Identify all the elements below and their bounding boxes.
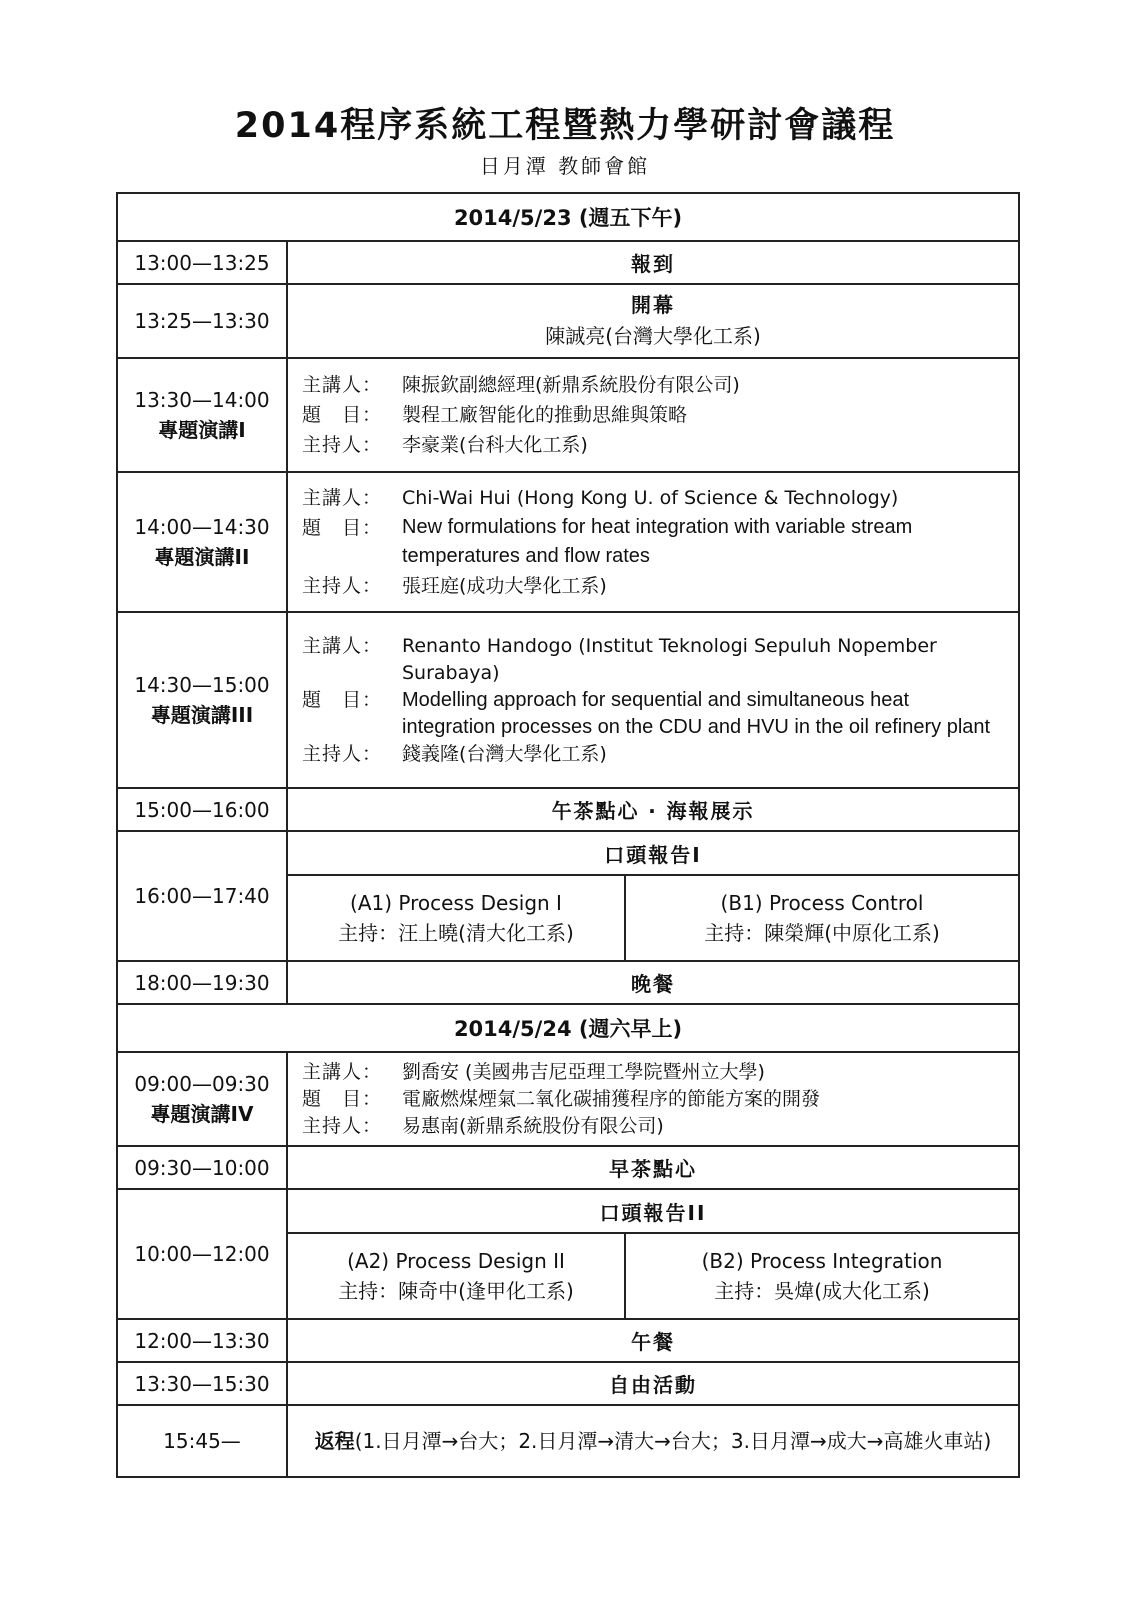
table-row [117,1319,1019,1362]
speaker-value: Chi-Wai Hui (Hong Kong U. of Science & Technology) [402,487,899,509]
time-cell: 10:00—12:00 [117,1189,287,1319]
event-detail: 陳誠亮(台灣大學化工系) [545,324,761,348]
event-title: 返程 [314,1429,355,1453]
agenda-table [116,192,1020,1478]
speaker-value: Renanto Handogo (Institut Teknologi Sepuluh Nopember Surabaya) [402,634,937,684]
table-row [117,788,1019,831]
host-value: 易惠南(新鼎系統股份有限公司) [402,1114,664,1137]
session-title: (B2) Process Integration [701,1249,943,1273]
venue-subtitle: 日月潭 教師會館 [479,154,651,178]
time-cell: 12:00—13:30 [117,1319,287,1362]
event-cell [287,284,1019,358]
host-label: 主持人： [302,742,383,765]
host-value: 張玨庭(成功大學化工系) [402,575,607,597]
time-range: 09:00—09:30 [134,1072,270,1096]
event-cell: 午茶點心 ‧ 海報展示 [287,788,1019,831]
session-title: (A1) Process Design I [350,891,562,915]
speaker-label: 主講人： [302,634,383,657]
host-label: 主持人： [302,575,383,597]
table-row [117,1405,1019,1477]
speaker-value: 劉喬安 (美國弗吉尼亞理工學院暨州立大學) [402,1060,765,1083]
session-a-cell [287,1233,625,1319]
event-cell: 晚餐 [287,961,1019,1004]
table-row [117,831,1019,875]
table-row [117,961,1019,1004]
table-row [117,241,1019,284]
talk-details [287,358,1019,472]
topic-value: 電廠燃煤煙氣二氧化碳捕獲程序的節能方案的開發 [402,1087,821,1110]
speaker-value: 陳振欽副總經理(新鼎系統股份有限公司) [402,374,740,396]
table-row [117,284,1019,358]
host-label: 主持人： [302,1114,383,1137]
session-label: 專題演講IV [150,1102,254,1126]
host-value: 錢義隆(台灣大學化工系) [402,742,607,765]
session-a-cell [287,875,625,961]
topic-label: 題 目： [302,1087,383,1110]
speaker-label: 主講人： [302,487,383,509]
event-cell: 口頭報告II [287,1189,1019,1233]
host-label: 主持人： [302,434,383,456]
time-cell: 13:00—13:25 [117,241,287,284]
session-b-cell [625,1233,1019,1319]
event-title: 開幕 [631,293,676,317]
topic-label: 題 目： [302,404,383,426]
talk-details [287,612,1019,788]
session-host: 主持：陳奇中(逢甲化工系) [338,1279,574,1303]
time-range: 14:00—14:30 [134,515,270,539]
session-b-cell [625,875,1019,961]
table-row [117,1146,1019,1189]
session-label: 專題演講III [150,703,254,727]
table-row [117,1052,1019,1146]
time-cell: 15:45— [117,1405,287,1477]
table-row [117,358,1019,472]
time-cell [117,358,287,472]
event-cell: 早茶點心 [287,1146,1019,1189]
time-cell: 13:25—13:30 [117,284,287,358]
time-cell: 18:00—19:30 [117,961,287,1004]
table-row [117,1362,1019,1405]
talk-details [287,472,1019,612]
event-cell: 自由活動 [287,1362,1019,1405]
day-header: 2014/5/23 (週五下午) [117,193,1019,241]
host-value: 李豪業(台科大化工系) [402,434,588,456]
session-label: 專題演講II [154,545,250,569]
topic-value: Modelling approach for sequential and simultaneous heat integration processes on the CDU and HVU in the oil refinery plant [402,688,991,738]
event-cell: 午餐 [287,1319,1019,1362]
event-cell: 報到 [287,241,1019,284]
time-cell: 13:30—15:30 [117,1362,287,1405]
session-title: (B1) Process Control [720,891,924,915]
table-row [117,1189,1019,1233]
page-title: 2014程序系統工程暨熱力學研討會議程 [234,106,896,146]
topic-value: 製程工廠智能化的推動思維與策略 [402,404,688,426]
session-host: 主持：汪上曉(清大化工系) [338,921,574,945]
session-title: (A2) Process Design II [347,1249,565,1273]
topic-value: New formulations for heat integration with variable stream temperatures and flow rates [402,516,913,567]
time-cell: 09:30—10:00 [117,1146,287,1189]
topic-label: 題 目： [302,517,383,539]
topic-label: 題 目： [302,688,383,711]
table-row [117,612,1019,788]
event-detail: (1.日月潭→台大；2.日月潭→清大→台大；3.日月潭→成大→高雄火車站) [354,1429,992,1453]
time-range: 13:30—14:00 [134,388,270,412]
session-host: 主持：吳煒(成大化工系) [714,1279,930,1303]
table-row [117,472,1019,612]
session-label: 專題演講I [158,418,246,442]
time-cell: 16:00—17:40 [117,831,287,961]
speaker-label: 主講人： [302,374,383,396]
speaker-label: 主講人： [302,1060,383,1083]
time-cell [117,612,287,788]
event-cell: 口頭報告I [287,831,1019,875]
time-range: 14:30—15:00 [134,673,270,697]
time-cell [117,1052,287,1146]
day-header-row [117,193,1019,241]
event-cell [287,1405,1019,1477]
time-cell: 15:00—16:00 [117,788,287,831]
day-header: 2014/5/24 (週六早上) [117,1004,1019,1052]
session-host: 主持：陳榮輝(中原化工系) [704,921,940,945]
talk-details [287,1052,1019,1146]
time-cell [117,472,287,612]
day-header-row [117,1004,1019,1052]
